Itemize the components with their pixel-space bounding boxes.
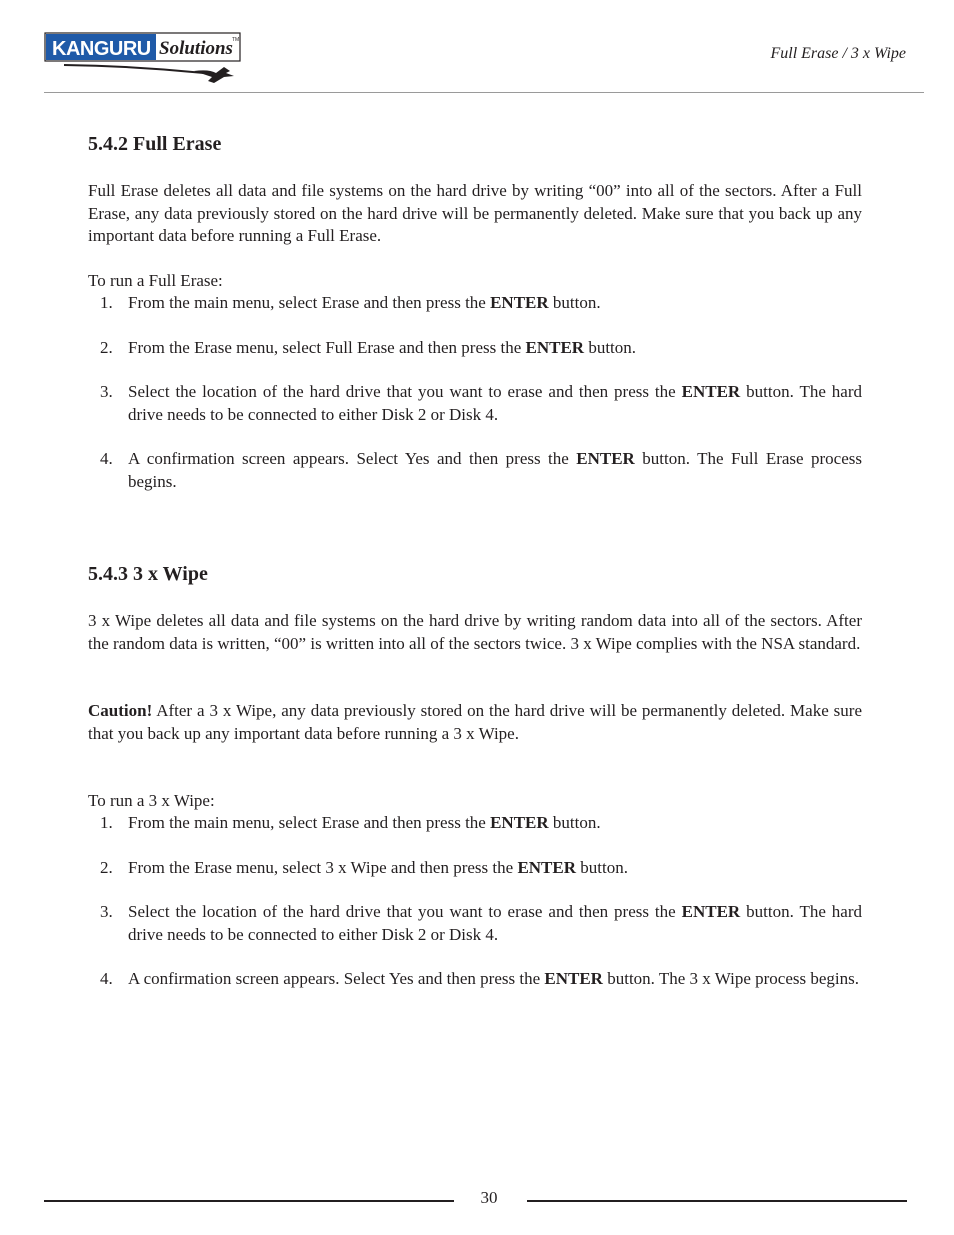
step-number: 3. [100,902,113,922]
footer-rule-left [44,1200,454,1202]
step-text: Select the location of the hard drive that you want to erase and then press the [128,382,682,402]
list-item [88,812,862,835]
footer-rule-right [527,1200,907,1202]
step-key: ENTER [490,813,549,832]
step-text: button. [576,857,628,877]
step-text: button. The 3 x Wipe process begins. [602,969,859,989]
list-item [88,968,862,991]
running-head: Full Erase / 3 x Wipe [770,45,906,62]
section-heading-3x-wipe: 5.4.3 3 x Wipe [88,563,208,585]
list-item [88,448,862,493]
step-key: ENTER [544,969,603,989]
caution-text: After a 3 x Wipe, any data previously stored on the hard drive will be permanently deleted. Make sure that you back up any important data before running a 3 x Wipe. [88,701,862,743]
kanguru-logo [44,31,242,87]
step-number: 4. [100,969,113,989]
step-key: ENTER [681,382,741,402]
list-item [88,292,862,315]
step-number: 1. [100,813,113,832]
3x-wipe-intro: To run a 3 x Wipe: [88,791,215,810]
step-text: button. The Full Erase process begins. [128,449,862,491]
caution-paragraph [88,700,862,745]
list-item [88,901,862,946]
step-number: 1. [100,293,113,312]
step-text: From the main menu, select Erase and then press the [128,293,491,312]
full-erase-intro: To run a Full Erase: [88,271,223,290]
full-erase-steps [88,292,862,516]
step-text: From the main menu, select Erase and then press the [128,813,491,832]
step-key: ENTER [525,337,585,357]
step-text: button. The hard drive needs to be connected to either Disk 2 or Disk 4. [128,382,863,424]
section-heading-full-erase: 5.4.2 Full Erase [88,133,222,155]
step-text: A confirmation screen appears. Select Yes and then press the [128,449,577,469]
list-item [88,337,862,360]
step-number: 3. [100,382,113,402]
step-key: ENTER [490,293,549,312]
header-rule [44,92,924,93]
3x-wipe-steps [88,812,862,1013]
step-key: ENTER [517,857,577,877]
3x-wipe-description: 3 x Wipe deletes all data and file systems on the hard drive by writing random data into all of the sectors. After the random data is written, “00” is written into all of the sectors twice. 3 x Wipe complies with the NSA standard. [88,611,862,653]
step-text: From the Erase menu, select 3 x Wipe and then press the [128,857,518,877]
step-text: button. [584,337,637,357]
svg-text:TM: TM [232,37,240,43]
step-key: ENTER [576,449,635,469]
step-text: Select the location of the hard drive that you want to erase and then press the [128,902,682,922]
step-number: 2. [100,337,113,357]
kanguru-logo-graphic [44,31,242,87]
step-text: A confirmation screen appears. Select Yes and then press the [128,969,545,989]
step-number: 2. [100,857,113,877]
step-text: button. [548,813,601,832]
caution-label: Caution! [88,701,153,720]
full-erase-description: Full Erase deletes all data and file systems on the hard drive by writing “00” into all of the sectors. After a Full Erase, any data previously stored on the hard drive will be permanently deleted. Make sure that you back up any important data before running a Full Erase. [88,181,862,246]
step-key: ENTER [681,902,741,922]
step-text: button. The hard drive needs to be connected to either Disk 2 or Disk 4. [128,902,863,944]
svg-text:KANGURU: KANGURU [52,38,151,60]
step-text: button. [548,293,601,312]
svg-text:Solutions: Solutions [159,38,233,59]
step-text: From the Erase menu, select Full Erase and then press the [128,337,526,357]
list-item [88,857,862,880]
list-item [88,381,862,426]
page-number: 30 [480,1188,498,1207]
step-number: 4. [100,449,113,469]
